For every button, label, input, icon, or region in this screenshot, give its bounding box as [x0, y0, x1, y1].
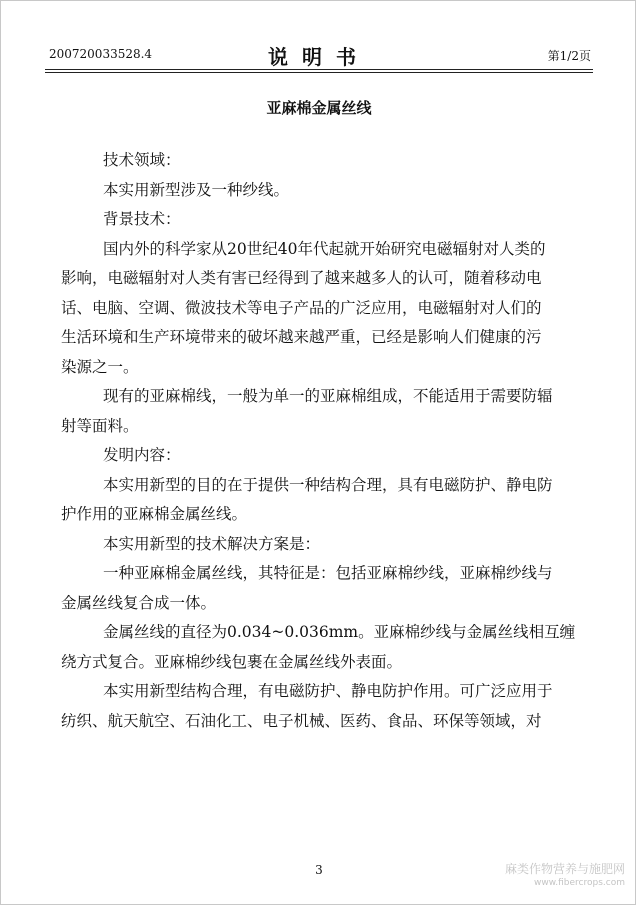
- header-rule-secondary: [45, 72, 593, 73]
- paragraph-line: 染源之一。: [61, 358, 139, 376]
- paragraph-line: 生活环境和生产环境带来的破坏越来越严重，已经是影响人们健康的污: [61, 328, 542, 346]
- paragraph-line: 话、电脑、空调、微波技术等电子产品的广泛应用，电磁辐射对人们的: [61, 299, 542, 317]
- paragraph-line: 本实用新型的技术解决方案是：: [103, 535, 321, 553]
- paragraph-line: 本实用新型结构合理，有电磁防护、静电防护作用。可广泛应用于: [103, 682, 553, 700]
- section-heading: 技术领域：: [103, 151, 181, 169]
- section-heading: 发明内容：: [103, 446, 181, 464]
- watermark-url: www.fibercrops.com: [534, 878, 625, 888]
- header-rule: [45, 69, 593, 70]
- page-number: 3: [315, 863, 323, 877]
- page-indicator: 第1/2页: [547, 49, 591, 63]
- document-title: 亚麻棉金属丝线: [266, 99, 372, 117]
- paragraph-line: 射等面料。: [61, 417, 139, 435]
- paragraph-line: 护作用的亚麻棉金属丝线。: [61, 505, 248, 523]
- paragraph-line: 本实用新型的目的在于提供一种结构合理，具有电磁防护、静电防: [103, 476, 553, 494]
- paragraph-line: 影响，电磁辐射对人类有害已经得到了越来越多人的认可，随着移动电: [61, 269, 542, 287]
- doc-number: 200720033528.4: [49, 47, 153, 61]
- paragraph-line: 现有的亚麻棉线，一般为单一的亚麻棉组成，不能适用于需要防辐: [103, 387, 553, 405]
- paragraph-line: 一种亚麻棉金属丝线，其特征是：包括亚麻棉纱线，亚麻棉纱线与: [103, 564, 553, 582]
- paragraph-line: 纺织、航天航空、石油化工、电子机械、医药、食品、环保等领域，对: [61, 712, 542, 730]
- paragraph-line: 金属丝线复合成一体。: [61, 594, 217, 612]
- section-heading: 背景技术：: [103, 210, 181, 228]
- watermark-name: 麻类作物营养与施肥网: [504, 862, 625, 876]
- paragraph-line: 国内外的科学家从20世纪40年代起就开始研究电磁辐射对人类的: [103, 240, 546, 258]
- paragraph-line: 金属丝线的直径为0.034~0.036mm。亚麻棉纱线与金属丝线相互缠: [103, 623, 576, 641]
- paragraph-line: 绕方式复合。亚麻棉纱线包裹在金属丝线外表面。: [61, 653, 403, 671]
- header-title: 说明书: [268, 45, 370, 69]
- paragraph-line: 本实用新型涉及一种纱线。: [103, 181, 290, 199]
- watermark: [505, 862, 625, 890]
